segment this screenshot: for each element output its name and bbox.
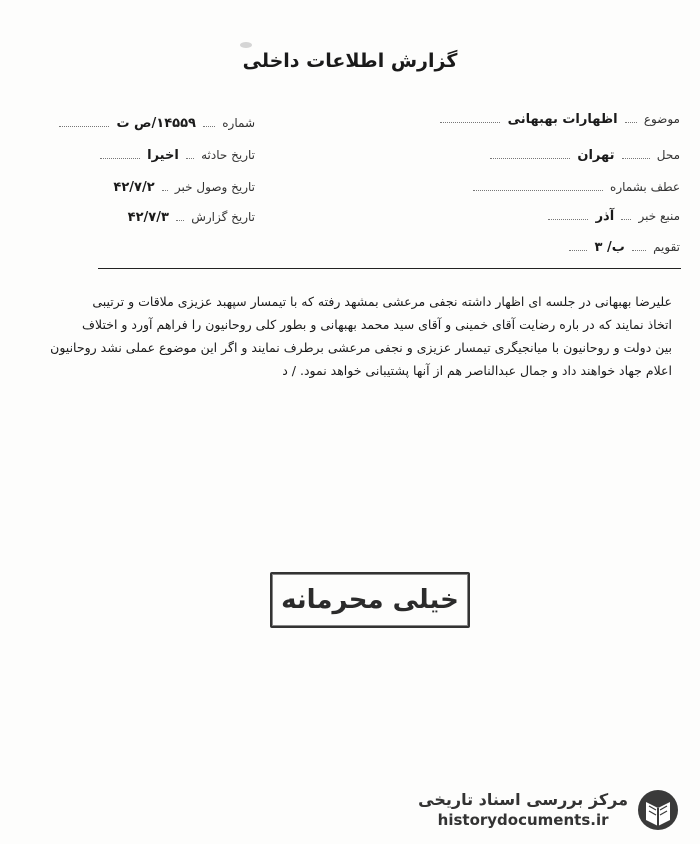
field-reference-label: عطف بشماره	[610, 180, 680, 194]
field-number	[56, 116, 255, 131]
footer-watermark	[418, 785, 680, 835]
field-report-date-value: ۴۲/۷/۳	[127, 210, 169, 225]
org-name: مرکز بررسی اسناد تاریخی	[418, 790, 628, 809]
field-source	[545, 209, 680, 224]
field-location	[487, 148, 680, 163]
field-location-label: محل	[656, 148, 680, 162]
confidential-stamp	[270, 572, 470, 628]
website-link: historydocuments.ir	[437, 811, 609, 829]
header-divider	[98, 268, 681, 269]
field-receipt-date	[113, 180, 255, 195]
stamp-text: خیلی محرمانه	[281, 585, 459, 615]
book-logo-icon	[636, 788, 680, 832]
field-subject-value: اظهارات بهبهانی	[507, 112, 618, 127]
field-subject	[437, 112, 680, 127]
field-calendar	[566, 240, 680, 255]
field-report-date	[128, 210, 255, 225]
field-number-value: ۱۴۵۵۹/ص ت	[116, 116, 196, 131]
field-incident-date	[97, 148, 255, 163]
body-line: علیرضا بهبهانی در جلسه ای اظهار داشته نجفی مرعشی بمشهد رفته که با تیمسار سپهبد عزیزی ملاقات و ترتیبی	[92, 294, 672, 309]
report-body	[22, 290, 672, 382]
field-subject-label: موضوع	[643, 112, 680, 126]
body-line: اتخاذ نمایند که در باره رضایت آقای خمینی و آقای سید محمد بهبهانی و بطور کلی روحانیون را فراهم آورد و اختلاف	[82, 317, 672, 332]
field-receipt-date-label: تاریخ وصول خبر	[174, 180, 255, 194]
document-title: گزارش اطلاعات داخلی	[242, 50, 458, 72]
field-incident-date-label: تاریخ حادثه	[201, 148, 255, 162]
field-reference	[470, 180, 680, 195]
body-line: اعلام جهاد خواهند داد و جمال عبدالناصر هم از آنها پشتیبانی خواهد نمود. / د	[282, 363, 672, 378]
field-source-label: منبع خبر	[638, 209, 680, 223]
field-source-value: آذر	[595, 209, 615, 224]
ink-smudge	[240, 42, 252, 48]
field-report-date-label: تاریخ گزارش	[191, 210, 255, 224]
field-incident-date-value: اخیرا	[147, 148, 179, 163]
field-receipt-date-value: ۴۲/۷/۲	[113, 180, 155, 195]
footer-text	[418, 790, 628, 830]
field-calendar-value: ب/ ۳	[594, 240, 625, 255]
field-calendar-label: تقویم	[653, 240, 680, 254]
field-number-label: شماره	[222, 116, 255, 130]
body-line: بین دولت و روحانیون با میانجیگری تیمسار عزیزی و نجفی مرعشی برطرف نمایند و اگر این موضوع عملی نشد روحانیون	[50, 340, 672, 355]
field-location-value: تهران	[577, 148, 615, 163]
